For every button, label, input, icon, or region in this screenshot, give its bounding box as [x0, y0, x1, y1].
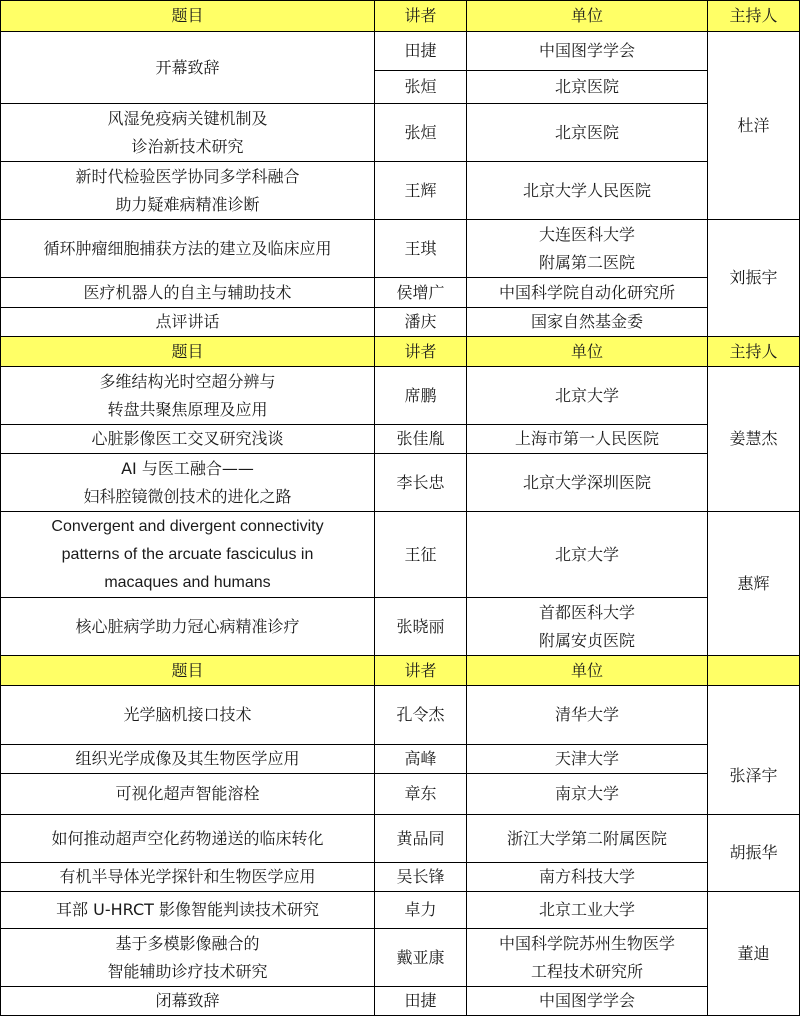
unit-cell: 国家自然基金委	[467, 308, 708, 337]
speaker-cell: 潘庆	[375, 308, 467, 337]
speaker-cell: 王琪	[375, 220, 467, 278]
unit-cell: 清华大学	[467, 686, 708, 745]
speaker-cell: 王征	[375, 512, 467, 598]
host-cell: 张泽宇	[708, 686, 800, 815]
header-unit: 单位	[467, 656, 708, 686]
speaker-cell: 李长忠	[375, 454, 467, 512]
table-row	[1, 220, 800, 278]
header-speaker: 讲者	[375, 1, 467, 32]
topic-cell: 风湿免疫病关键机制及 诊治新技术研究	[1, 104, 375, 162]
topic-cell: 耳部 U-HRCT 影像智能判读技术研究	[1, 892, 375, 929]
speaker-cell: 戴亚康	[375, 929, 467, 987]
host-cell: 胡振华	[708, 815, 800, 892]
host-cell: 刘振宇	[708, 220, 800, 337]
speaker-cell: 卓力	[375, 892, 467, 929]
speaker-cell: 张佳胤	[375, 425, 467, 454]
unit-cell: 天津大学	[467, 745, 708, 774]
unit-cell: 中国图学学会	[467, 987, 708, 1016]
header-topic: 题目	[1, 337, 375, 367]
header-speaker: 讲者	[375, 656, 467, 686]
header-speaker: 讲者	[375, 337, 467, 367]
topic-cell: 核心脏病学助力冠心病精准诊疗	[1, 598, 375, 656]
topic-cell: 开幕致辞	[1, 32, 375, 104]
speaker-cell: 张晓丽	[375, 598, 467, 656]
unit-cell: 中国科学院苏州生物医学 工程技术研究所	[467, 929, 708, 987]
table-row	[1, 598, 800, 656]
unit-cell: 南方科技大学	[467, 863, 708, 892]
topic-cell: 闭幕致辞	[1, 987, 375, 1016]
topic-cell: 医疗机器人的自主与辅助技术	[1, 278, 375, 308]
table-row	[1, 278, 800, 308]
table-row	[1, 32, 800, 71]
host-cell: 董迪	[708, 892, 800, 1016]
unit-cell: 北京工业大学	[467, 892, 708, 929]
speaker-cell: 田捷	[375, 32, 467, 71]
table-row	[1, 815, 800, 863]
table-row	[1, 104, 800, 162]
header-topic: 题目	[1, 1, 375, 32]
table-row	[1, 929, 800, 987]
unit-cell: 北京大学深圳医院	[467, 454, 708, 512]
unit-cell: 北京大学	[467, 512, 708, 598]
table-row	[1, 162, 800, 220]
header-host: 主持人	[708, 1, 800, 32]
topic-cell: 基于多模影像融合的 智能辅助诊疗技术研究	[1, 929, 375, 987]
table-row	[1, 308, 800, 337]
host-cell: 惠辉	[708, 512, 800, 656]
speaker-cell: 席鹏	[375, 367, 467, 425]
speaker-cell: 张烜	[375, 104, 467, 162]
speaker-cell: 黄品同	[375, 815, 467, 863]
topic-cell: AI 与医工融合—— 妇科腔镜微创技术的进化之路	[1, 454, 375, 512]
host-cell: 姜慧杰	[708, 367, 800, 512]
table-row	[1, 892, 800, 929]
header-host: 主持人	[708, 337, 800, 367]
unit-cell: 大连医科大学 附属第二医院	[467, 220, 708, 278]
unit-cell: 北京医院	[467, 104, 708, 162]
topic-cell: 组织光学成像及其生物医学应用	[1, 745, 375, 774]
speaker-cell: 田捷	[375, 987, 467, 1016]
topic-cell: 点评讲话	[1, 308, 375, 337]
speaker-cell: 孔令杰	[375, 686, 467, 745]
topic-cell: 可视化超声智能溶栓	[1, 774, 375, 815]
topic-cell: 光学脑机接口技术	[1, 686, 375, 745]
speaker-cell: 张烜	[375, 71, 467, 104]
unit-cell: 首都医科大学 附属安贞医院	[467, 598, 708, 656]
unit-cell: 上海市第一人民医院	[467, 425, 708, 454]
table-row	[1, 686, 800, 745]
table-row	[1, 774, 800, 815]
header-topic: 题目	[1, 656, 375, 686]
speaker-cell: 吴长锋	[375, 863, 467, 892]
unit-cell: 北京大学	[467, 367, 708, 425]
header-unit: 单位	[467, 337, 708, 367]
table-row	[1, 425, 800, 454]
unit-cell: 中国科学院自动化研究所	[467, 278, 708, 308]
speaker-cell: 侯增广	[375, 278, 467, 308]
table-row	[1, 512, 800, 598]
table-row	[1, 863, 800, 892]
unit-cell: 中国图学学会	[467, 32, 708, 71]
header-host-blank	[708, 656, 800, 686]
unit-cell: 北京医院	[467, 71, 708, 104]
topic-cell: 循环肿瘤细胞捕获方法的建立及临床应用	[1, 220, 375, 278]
host-cell: 杜洋	[708, 32, 800, 220]
table-row	[1, 745, 800, 774]
section-3-header-row	[1, 656, 800, 686]
table-row	[1, 454, 800, 512]
topic-cell: 如何推动超声空化药物递送的临床转化	[1, 815, 375, 863]
table-row	[1, 367, 800, 425]
topic-cell: 有机半导体光学探针和生物医学应用	[1, 863, 375, 892]
unit-cell: 浙江大学第二附属医院	[467, 815, 708, 863]
section-1-header-row	[1, 1, 800, 32]
topic-cell: 多维结构光时空超分辨与 转盘共聚焦原理及应用	[1, 367, 375, 425]
speaker-cell: 高峰	[375, 745, 467, 774]
unit-cell: 南京大学	[467, 774, 708, 815]
table-row	[1, 987, 800, 1016]
topic-cell: 新时代检验医学协同多学科融合 助力疑难病精准诊断	[1, 162, 375, 220]
section-2-header-row	[1, 337, 800, 367]
topic-cell: 心脏影像医工交叉研究浅谈	[1, 425, 375, 454]
speaker-cell: 王辉	[375, 162, 467, 220]
topic-cell: Convergent and divergent connectivity patterns of the arcuate fasciculus in macaques and humans	[1, 512, 375, 598]
header-unit: 单位	[467, 1, 708, 32]
unit-cell: 北京大学人民医院	[467, 162, 708, 220]
speaker-cell: 章东	[375, 774, 467, 815]
